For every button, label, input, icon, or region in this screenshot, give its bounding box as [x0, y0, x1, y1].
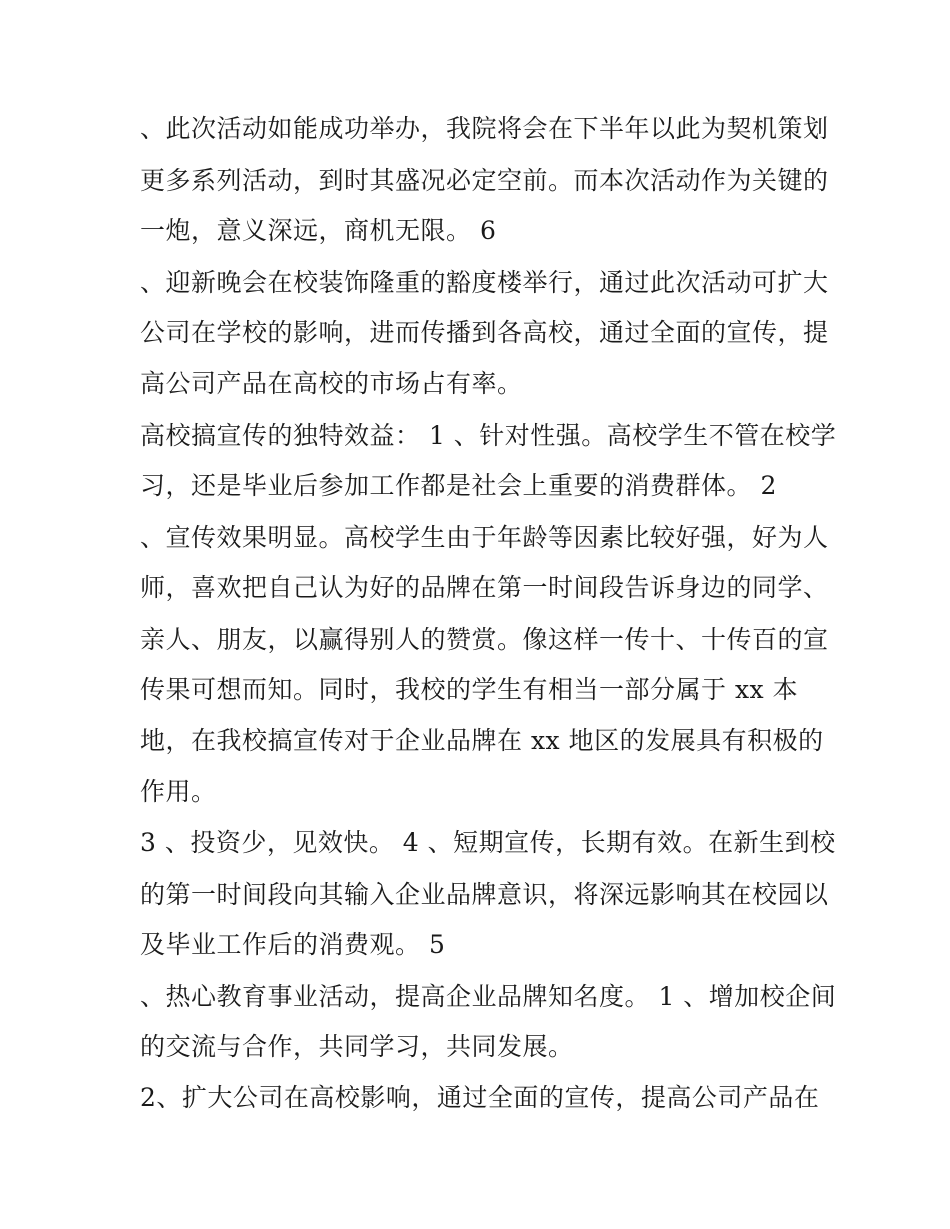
text-line-6: 高公司产品在高校的市场占有率。: [140, 369, 523, 398]
text-line-15: 3 、投资少，见效快。 4 、短期宣传，长期有效。在新生到校: [140, 828, 836, 857]
text-line-4: 、迎新晚会在校装饰隆重的豁度楼举行，通过此次活动可扩大: [140, 268, 829, 297]
text-line-8: 习，还是毕业后参加工作都是社会上重要的消费群体。 2: [140, 471, 777, 500]
text-line-17: 及毕业工作后的消费观。 5: [140, 930, 446, 959]
text-line-1: 、此次活动如能成功举办，我院将会在下半年以此为契机策划: [140, 114, 829, 143]
text-line-10: 师，喜欢把自己认为好的品牌在第一时间段告诉身边的同学、: [140, 573, 829, 602]
text-line-12: 传果可想而知。同时，我校的学生有相当一部分属于 xx 本: [140, 675, 799, 704]
text-line-3: 一炮，意义深远，商机无限。 6: [140, 216, 497, 245]
text-line-19: 的交流与合作，共同学习，共同发展。: [140, 1032, 574, 1061]
text-line-2: 更多系列活动，到时其盛况必定空前。而本次活动作为关键的: [140, 166, 829, 195]
text-line-13: 地，在我校搞宣传对于企业品牌在 xx 地区的发展具有积极的: [140, 726, 824, 755]
text-line-16: 的第一时间段向其输入企业品牌意识，将深远影响其在校园以: [140, 880, 829, 909]
text-line-18: 、热心教育事业活动，提高企业品牌知名度。 1 、增加校企间: [140, 982, 837, 1011]
text-line-11: 亲人、朋友，以赢得别人的赞赏。像这样一传十、十传百的宣: [140, 625, 829, 654]
text-line-9: 、宣传效果明显。高校学生由于年龄等因素比较好强，好为人: [140, 523, 829, 552]
text-line-20: 2、扩大公司在高校影响，通过全面的宣传，提高公司产品在: [140, 1083, 820, 1112]
text-line-5: 公司在学校的影响，进而传播到各高校，通过全面的宣传，提: [140, 318, 829, 347]
text-line-7: 高校搞宣传的独特效益： 1 、针对性强。高校学生不管在校学: [140, 421, 837, 450]
text-line-14: 作用。: [140, 777, 217, 806]
